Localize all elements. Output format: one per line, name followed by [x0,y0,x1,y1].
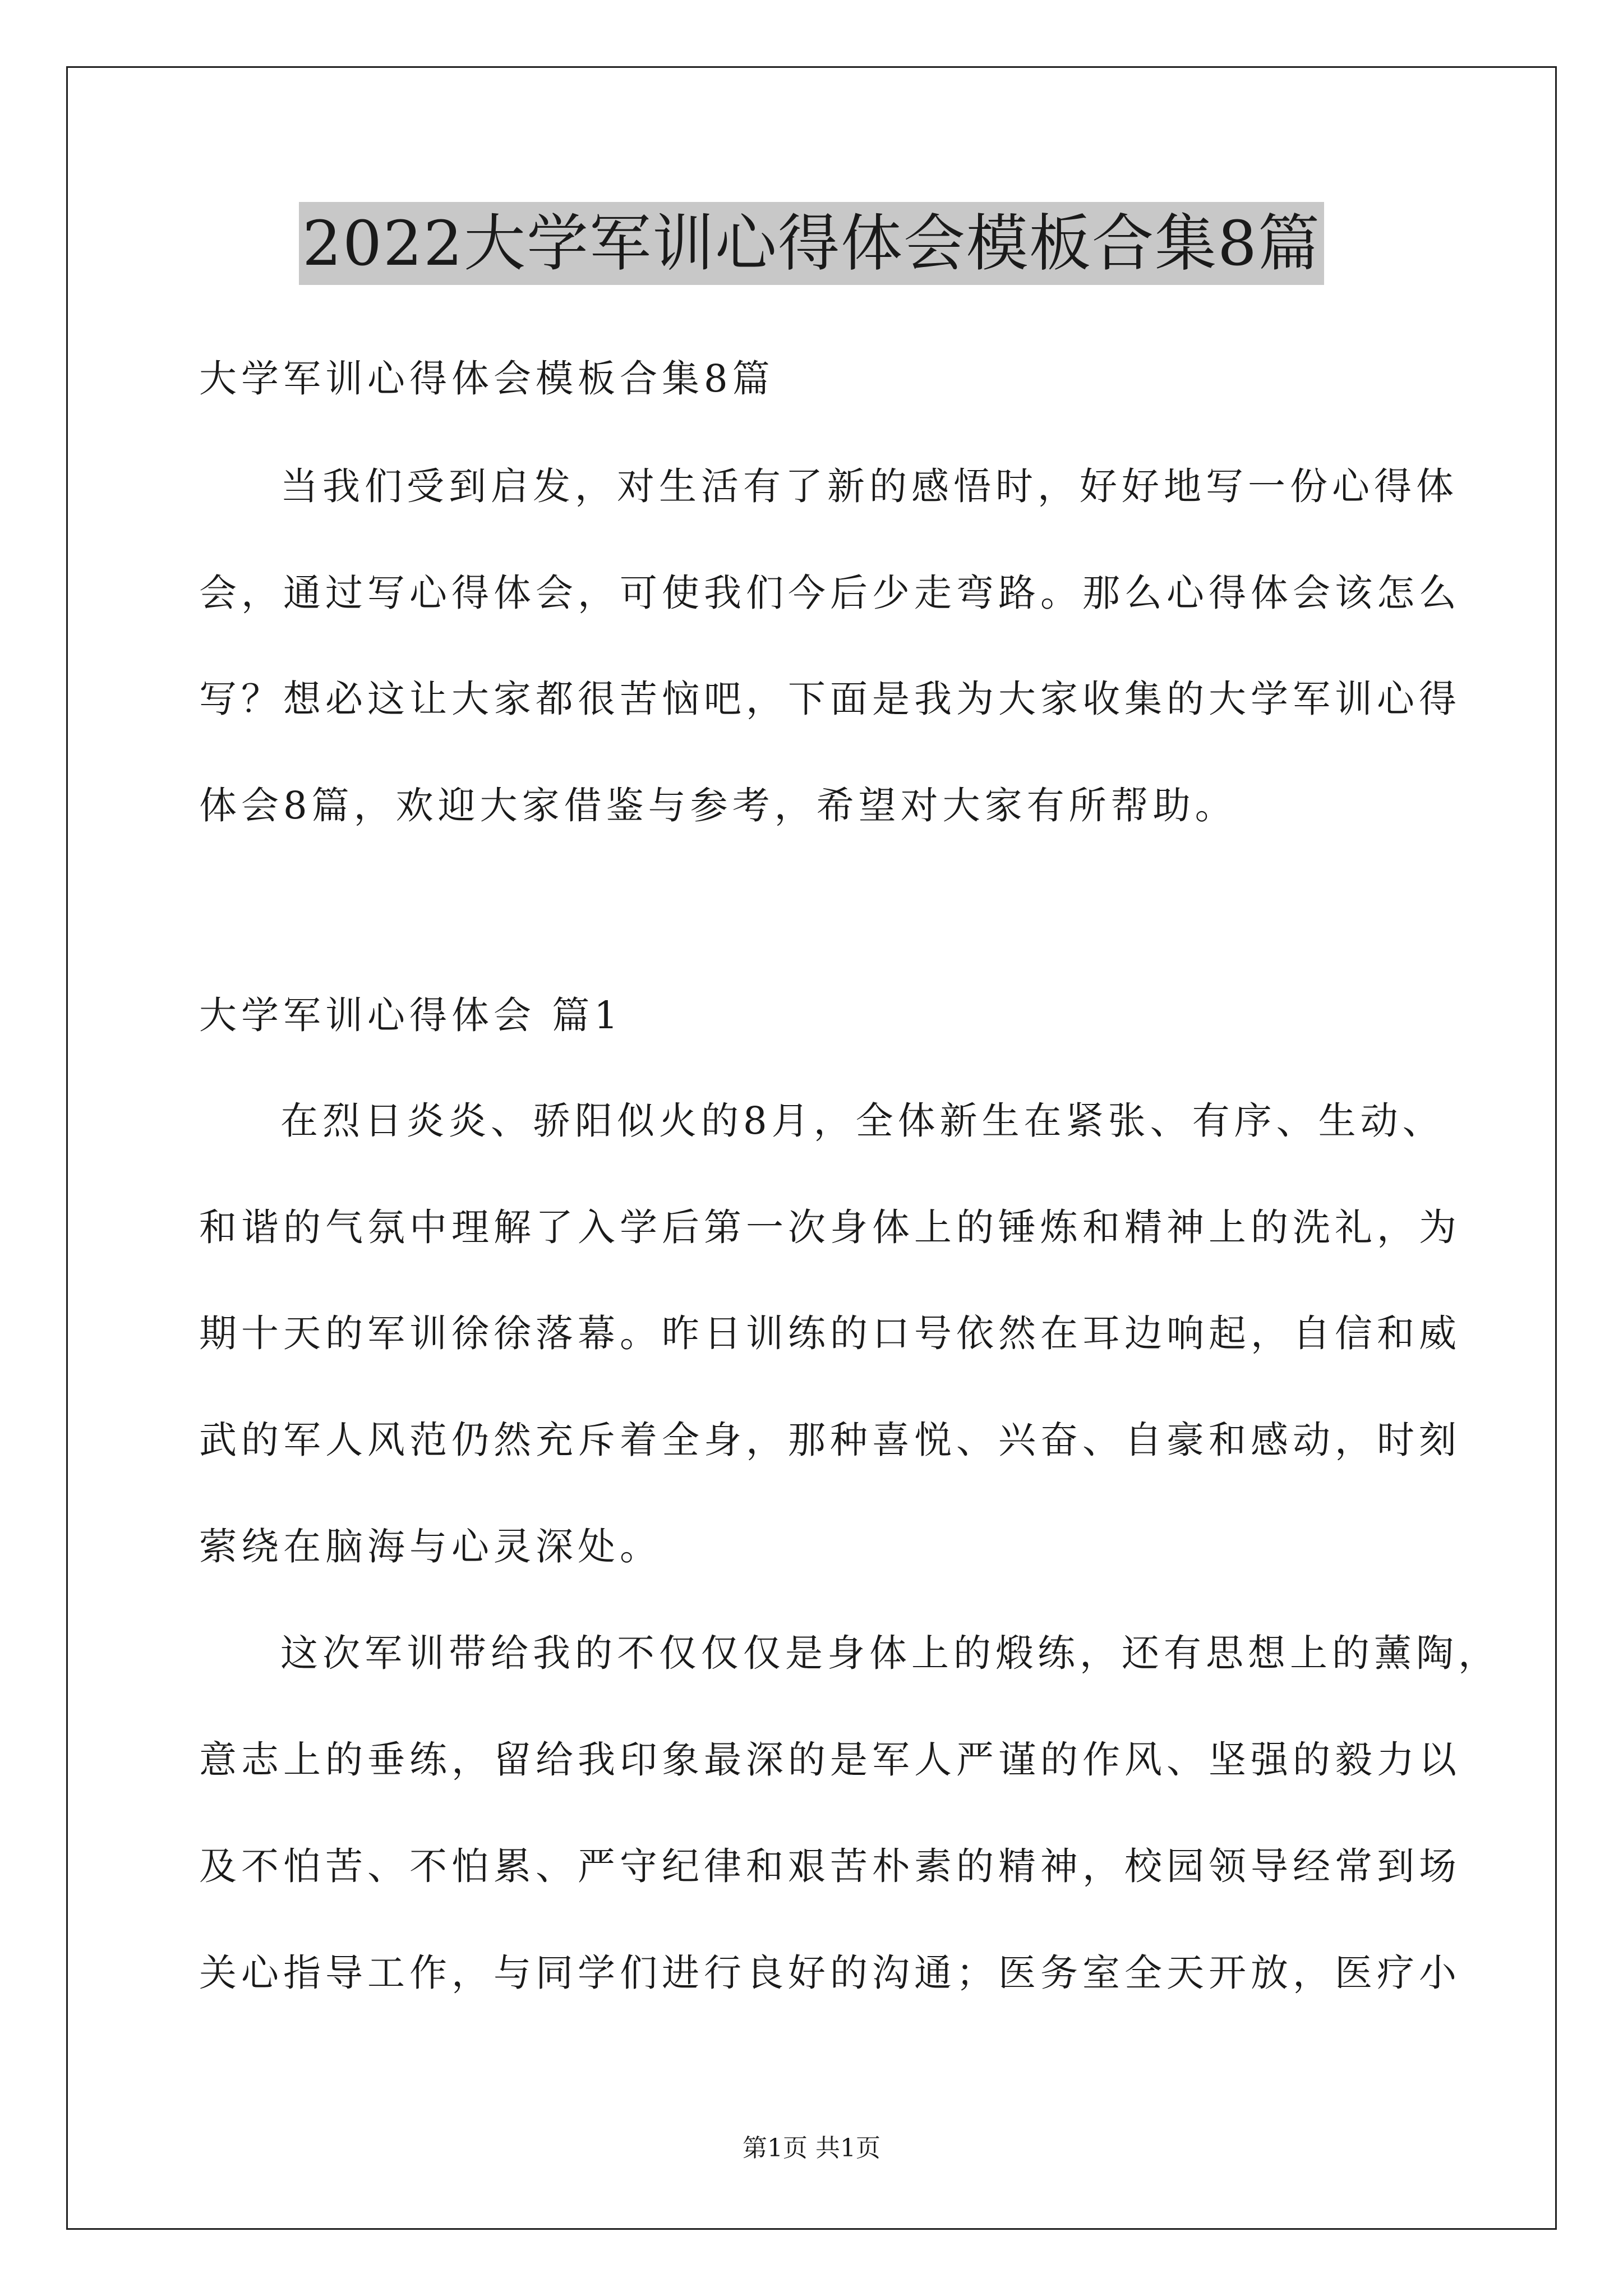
paragraph-line: 萦绕在脑海与心灵深处。 [199,1525,662,1568]
document-subtitle: 大学军训心得体会模板合集8篇 [199,357,774,401]
paragraph-line: 关心指导工作，与同学们进行良好的沟通；医务室全天开放，医疗小 [199,1951,1461,1995]
paragraph-line: 武的军人风范仍然充斥着全身，那种喜悦、兴奋、自豪和感动，时刻 [199,1418,1461,1462]
paragraph-line: 及不怕苦、不怕累、严守纪律和艰苦朴素的精神，校园领导经常到场 [199,1844,1461,1888]
intro-line: 写？想必这让大家都很苦恼吧，下面是我为大家收集的大学军训心得 [199,677,1461,721]
title-container [0,202,1623,285]
intro-line: 当我们受到启发，对生活有了新的感悟时，好好地写一份心得体 [280,464,1458,508]
paragraph-line: 这次军训带给我的不仅仅仅是身体上的煅练，还有思想上的薰陶， [280,1631,1500,1675]
intro-line: 体会8篇，欢迎大家借鉴与参考，希望对大家有所帮助。 [199,784,1237,827]
paragraph-line: 在烈日炎炎、骄阳似火的8月，全体新生在紧张、有序、生动、 [280,1099,1445,1143]
paragraph-line: 期十天的军训徐徐落幕。昨日训练的口号依然在耳边响起，自信和威 [199,1312,1461,1355]
page-footer: 第1页 共1页 [743,2134,880,2162]
intro-line: 会，通过写心得体会，可使我们今后少走弯路。那么心得体会该怎么 [199,571,1461,615]
section-heading: 大学军训心得体会 篇1 [199,993,623,1037]
paragraph-line: 意志上的垂练，留给我印象最深的是军人严谨的作风、坚强的毅力以 [199,1738,1461,1782]
paragraph-line: 和谐的气氛中理解了入学后第一次身体上的锤炼和精神上的洗礼，为 [199,1205,1461,1249]
document-title: 2022大学军训心得体会模板合集8篇 [299,202,1324,285]
